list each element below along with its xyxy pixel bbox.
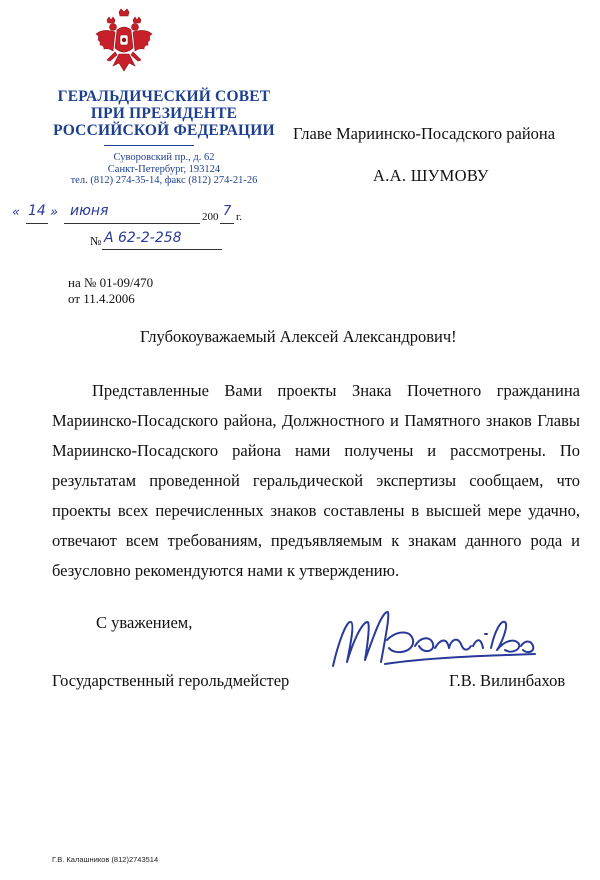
closing: С уважением, (96, 613, 193, 632)
reference-number: на № 01-09/470 (68, 275, 154, 290)
org-line-3: РОССИЙСКОЙ ФЕДЕРАЦИИ (53, 122, 275, 139)
number-underline (102, 249, 222, 250)
date-day-underline (26, 223, 48, 224)
date-month: июня (70, 203, 109, 219)
date-month-underline (64, 223, 200, 224)
address-city: Санкт-Петербург, 193124 (107, 163, 221, 175)
date-year-underline (220, 223, 234, 224)
date-year-printed: 200 (202, 211, 219, 223)
registration-number: А 62-2-258 (104, 230, 182, 246)
handwritten-signature (325, 600, 550, 675)
org-line-1: ГЕРАЛЬДИЧЕСКИЙ СОВЕТ (57, 88, 271, 105)
addressee-name: А.А. ШУМОВУ (373, 166, 489, 185)
org-line-2: ПРИ ПРЕЗИДЕНТЕ (90, 105, 238, 122)
letter-body (52, 376, 580, 586)
date-year-suffix: г. (236, 211, 243, 223)
date-line (8, 203, 248, 230)
date-open-quote: « (12, 205, 21, 220)
addressee-title: Главе Мариинско-Посадского района (293, 124, 556, 143)
date-year-handwritten: 7 (223, 204, 232, 219)
organization-address (0, 152, 328, 187)
reference-date: от 11.4.2006 (68, 291, 135, 306)
date-close-quote: » (50, 205, 59, 220)
salutation: Глубокоуважаемый Алексей Александрович! (140, 327, 457, 346)
address-street: Суворовский пр., д. 62 (113, 152, 215, 163)
number-prefix: № (90, 234, 102, 248)
date-day: 14 (28, 203, 46, 219)
organization-name (0, 88, 328, 139)
double-headed-eagle-icon (93, 8, 155, 76)
body-paragraph: Представленные Вами проекты Знака Почетного гражданина Мариинско-Посадского района, Должностного и Памятного знаков Главы Мариинско-Посадского района нами получены и рассмотрены. По результатам проведенной геральдической экспертизы сообщаем, что проекты всех перечисленных знаков составлены в высшей мере удачно, отвечают всем требованиям, предъявляемым к знакам данного рода и безусловно рекомендуются нами к утверждению. (52, 381, 580, 580)
letterhead-divider (104, 145, 194, 146)
signer-name: Г.В. Вилинбахов (449, 671, 566, 690)
registration-number-line (90, 232, 230, 252)
signer-position: Государственный герольдмейстер (52, 671, 290, 690)
address-phones: тел. (812) 274-35-14, факс (812) 274-21-26 (70, 175, 258, 186)
footer-executor: Г.В. Калашников (812)2743514 (52, 855, 159, 864)
